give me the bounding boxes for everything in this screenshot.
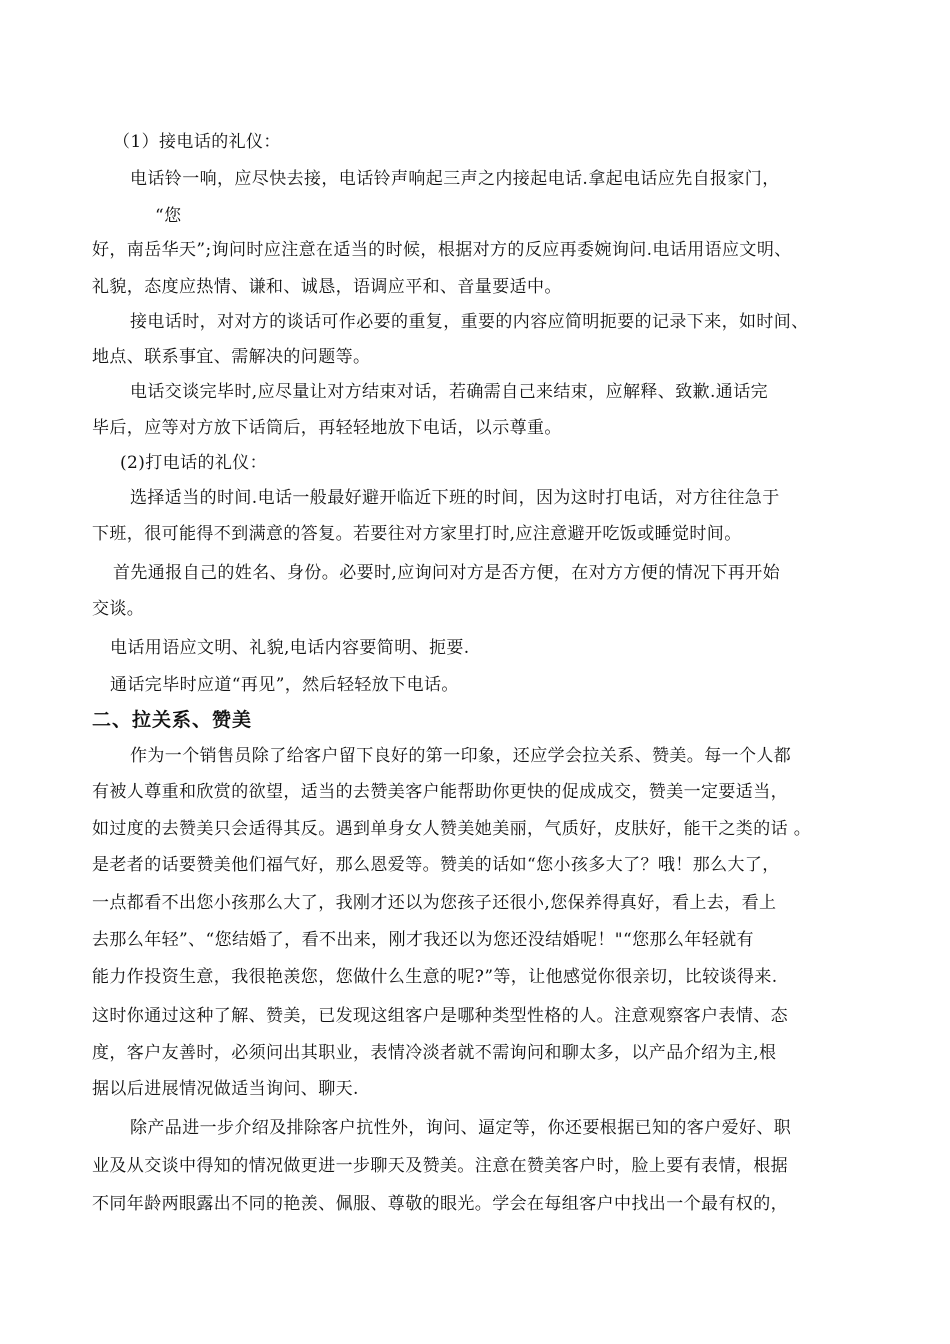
paragraph-line: 毕后，应等对方放下话筒后，再轻轻地放下电话，以示尊重。 — [92, 418, 562, 438]
paragraph-line: 电话铃一响，应尽快去接，电话铃声响起三声之内接起电话.拿起电话应先自报家门， — [130, 169, 780, 189]
paragraph-line: 交谈。 — [92, 599, 145, 619]
make-call-heading: (2)打电话的礼仪： — [120, 453, 268, 473]
paragraph-line: 除产品进一步介绍及排除客户抗性外，询问、逼定等，你还要根据已知的客户爱好、职 — [130, 1118, 792, 1138]
paragraph-line: 电话用语应文明、礼貌,电话内容要简明、扼要. — [110, 638, 470, 658]
paragraph-line: 据以后进展情况做适当询问、聊天. — [92, 1079, 359, 1099]
paragraph-line: 业及从交谈中得知的情况做更进一步聊天及赞美。注意在赞美客户时，脸上要有表情，根据 — [92, 1156, 788, 1176]
paragraph-line: 好，南岳华天”;询问时应注意在适当的时候，根据对方的反应再委婉询问.电话用语应文明、 — [92, 240, 792, 260]
paragraph-line: 度，客户友善时，必须问出其职业，表情冷淡者就不需询问和聊太多，以产品介绍为主,根 — [92, 1043, 777, 1063]
paragraph-line: 选择适当的时间.电话一般最好避开临近下班的时间，因为这时打电话，对方往往急于 — [130, 488, 780, 508]
paragraph-line: 是老者的话要赞美他们福气好，那么恩爱等。赞美的话如“您小孩多大了？哦！那么大了， — [92, 855, 780, 875]
answer-call-heading: （1）接电话的礼仪： — [113, 132, 281, 152]
section-heading: 二、拉关系、赞美 — [92, 709, 253, 731]
paragraph-line: 能力作投资生意，我很艳羡您，您做什么生意的呢?”等，让他感觉你很亲切，比较谈得来. — [92, 967, 778, 987]
paragraph-line: 这时你通过这种了解、赞美，已发现这组客户是哪种类型性格的人。注意观察客户表情、态 — [92, 1006, 788, 1026]
paragraph-line: 作为一个销售员除了给客户留下良好的第一印象，还应学会拉关系、赞美。每一个人都 — [130, 746, 792, 766]
paragraph-line: 下班，很可能得不到满意的答复。若要往对方家里打时,应注意避开吃饭或睡觉时间。 — [92, 524, 742, 544]
paragraph-line: 首先通报自己的姓名、身份。必要时,应询问对方是否方便，在对方方便的情况下再开始 — [113, 563, 781, 583]
paragraph-line: 接电话时，对对方的谈话可作必要的重复，重要的内容应简明扼要的记录下来，如时间、 — [130, 312, 809, 332]
paragraph-line: 地点、联系事宜、需解决的问题等。 — [92, 347, 371, 367]
paragraph-line: 如过度的去赞美只会适得其反。遇到单身女人赞美她美丽，气质好，皮肤好，能干之类的话 。 — [92, 819, 812, 839]
paragraph-line: 去那么年轻”、“您结婚了，看不出来，刚才我还以为您还没结婚呢！"“您那么年轻就有 — [92, 930, 754, 950]
paragraph-line: 有被人尊重和欣赏的欲望，适当的去赞美客户能帮助你更快的促成成交，赞美一定要适当， — [92, 782, 788, 802]
paragraph-line: 通话完毕时应道“再见”，然后轻轻放下电话。 — [110, 675, 459, 695]
paragraph-line: 不同年龄两眼露出不同的艳羡、佩服、尊敬的眼光。学会在每组客户中找出一个最有权的， — [92, 1194, 788, 1214]
paragraph-line: 一点都看不出您小孩那么大了，我刚才还以为您孩子还很小,您保养得真好，看上去，看上 — [92, 893, 777, 913]
paragraph-line: 礼貌，态度应热情、谦和、诚恳，语调应平和、音量要适中。 — [92, 277, 562, 297]
paragraph-line: “您 — [155, 206, 182, 226]
paragraph-line: 电话交谈完毕时,应尽量让对方结束对话，若确需自己来结束，应解释、致歉.通话完 — [130, 382, 769, 402]
